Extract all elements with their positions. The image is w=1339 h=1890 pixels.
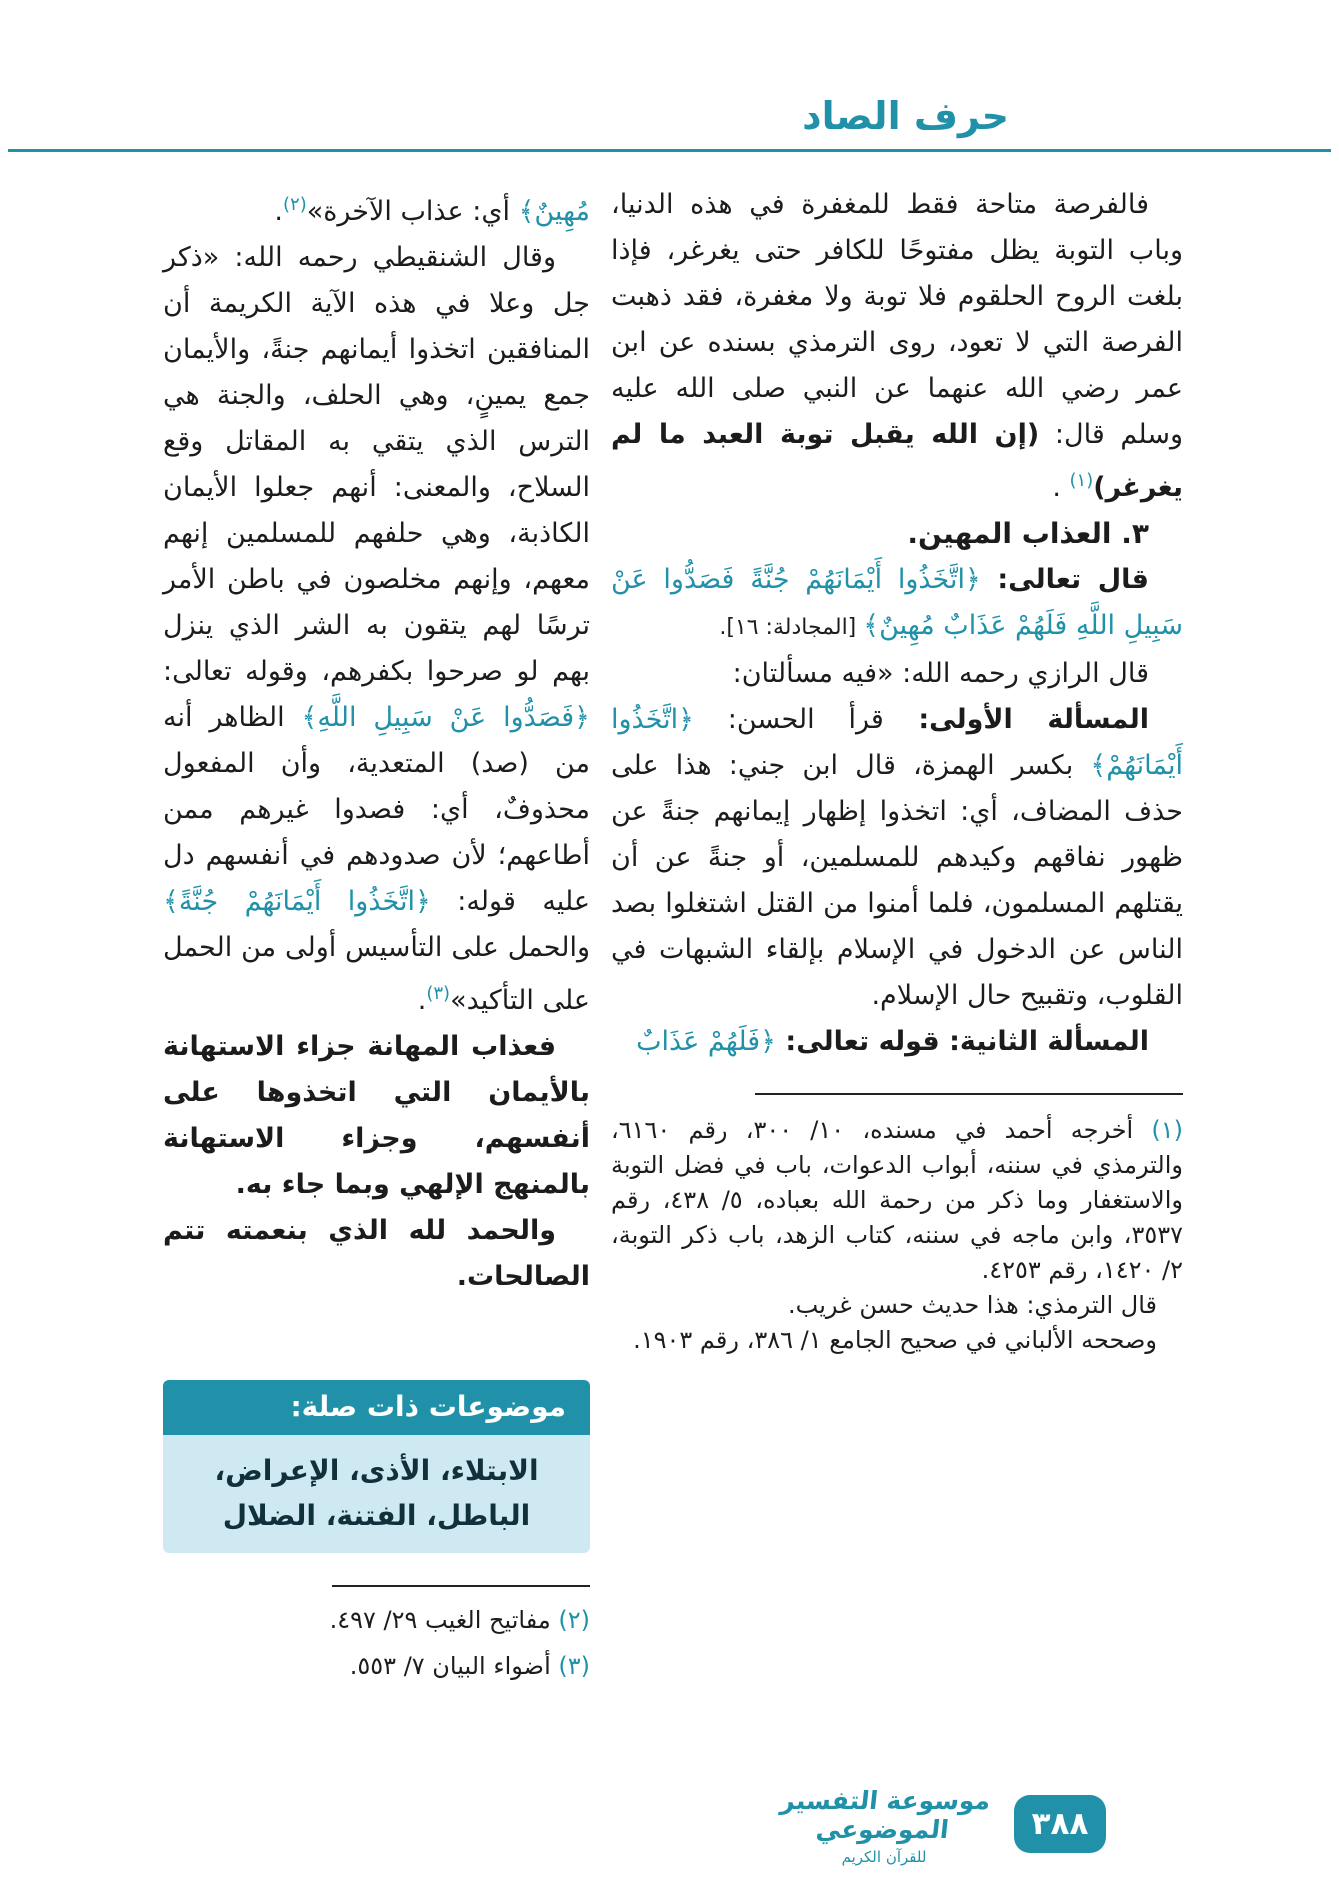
text-segment: الظاهر أنه من (صد) المتعدية، وأن المفعول محذوفٌ، أي: فصدوا غيرهم ممن أطاعهم؛ لأن صدودهم في أنفسهم دل عليه قوله: (163, 702, 590, 917)
text-segment: مُهِينٌ﴾ (518, 196, 590, 227)
header-divider (8, 149, 1331, 152)
right-column (611, 182, 1183, 1358)
text-segment: ﴿فَلَهُمْ عَذَابٌ (636, 1026, 776, 1057)
text-segment: وصححه الألباني في صحيح الجامع ١/ ٣٨٦، رقم ١٩٠٣. (633, 1326, 1157, 1354)
footnote-divider (755, 1093, 1183, 1095)
text-segment: (إن الله يقبل توبة العبد ما لم يغرغر) (611, 419, 1183, 503)
page-content (163, 182, 1183, 1689)
paragraph (611, 697, 1183, 1019)
footnote-divider (332, 1585, 590, 1587)
footnote (163, 1597, 590, 1643)
text-segment: ٣. العذاب المهين. (907, 517, 1149, 550)
left-column (163, 182, 590, 1689)
text-segment: . (417, 985, 427, 1016)
text-segment: (٢) (282, 194, 307, 215)
text-segment: قرأ الحسن: (693, 704, 884, 735)
footnote (611, 1288, 1183, 1323)
text-segment: ﴿اتَّخَذُوا أَيْمَانَهُمْ جُنَّةً فَصَدُّوا عَنْ سَبِيلِ اللَّهِ فَلَهُمْ عَذَابٌ مُهِينٌ﴾ (611, 564, 1183, 641)
text-segment: ﴿اتَّخَذُوا أَيْمَانَهُمْ﴾ (611, 704, 1183, 781)
footnote (611, 1323, 1183, 1358)
related-topics-box (163, 1380, 590, 1553)
text-segment: والحمد لله الذي بنعمته تتم الصالحات. (163, 1215, 590, 1292)
text-segment: (٣) (426, 983, 451, 1004)
quran-verse-paragraph (611, 557, 1183, 651)
paragraph (163, 182, 590, 235)
text-segment: (٢) (550, 1606, 590, 1634)
text-segment: المسألة الثانية: قوله تعالى: (776, 1026, 1149, 1057)
text-segment: (١) (1133, 1116, 1184, 1144)
text-segment: أضواء البيان ٧/ ٥٥٣. (349, 1652, 551, 1680)
paragraph (611, 651, 1183, 697)
text-segment: قال الرازي رحمه الله: «فيه مسألتان: (732, 658, 1149, 689)
text-segment: (١) (1069, 470, 1094, 491)
text-segment: المسألة الأولى: (883, 704, 1149, 735)
paragraph (611, 182, 1183, 511)
text-segment: فالفرصة متاحة فقط للمغفرة في هذه الدنيا، وباب التوبة يظل مفتوحًا للكافر حتى يغرغر، فإذا بلغت الروح الحلقوم فلا توبة ولا مغفرة، فقد ذهبت الفرصة التي لا تعود، روى الترمذي بسنده عن ابن عمر رضي الله عنهما عن النبي صلى الله عليه وسلم قال: (611, 189, 1183, 450)
text-segment: والحمل على التأسيس أولى من الحمل على التأكيد» (163, 932, 590, 1016)
page-number-badge: ٣٨٨ (1014, 1795, 1106, 1853)
footnote (611, 1113, 1183, 1288)
text-segment: أي: عذاب الآخرة» (306, 196, 519, 227)
text-segment: بكسر الهمزة، قال ابن جني: هذا على حذف المضاف، أي: اتخذوا إظهار إيمانهم جنةً عن ظهور نفاقهم وكيدهم للمسلمين، أو جنةً عن أن يقتلهم المسلمون، فلما أمنوا من القتل اشتغلوا بصد الناس عن الدخول في الإسلام بإلقاء الشبهات في القلوب، وتقبيح حال الإسلام. (611, 750, 1183, 1011)
paragraph (163, 1024, 590, 1208)
text-segment: ﴿فَصَدُّوا عَنْ سَبِيلِ اللَّهِ﴾ (301, 702, 590, 733)
text-segment: . (1052, 472, 1070, 503)
chapter-header-title: حرف الصاد (802, 94, 1009, 138)
publisher-logo-text: موسوعة التفسير الموضوعي (779, 1786, 992, 1844)
text-segment: وقال الشنقيطي رحمه الله: «ذكر جل وعلا في هذه الآية الكريمة أن المنافقين اتخذوا أيمانهم جنةً، والأيمان جمع يمينٍ، وهي الحلف، والجنة هي الترس الذي يتقي به المقاتل وقع السلاح، والمعنى: أنهم جعلوا الأيمان الكاذبة، وهي حلفهم للمسلمين إنهم معهم، وإنهم مخلصون في باطن الأمر ترسًا لهم يتقون به الشر الذي ينزل بهم لو صرحوا بكفرهم، وقوله تعالى: (163, 242, 590, 687)
paragraph (611, 1019, 1183, 1065)
text-segment: (٣) (550, 1652, 590, 1680)
paragraph (163, 1208, 590, 1300)
related-topics-title: موضوعات ذات صلة: (163, 1380, 590, 1435)
text-segment: [المجادلة: ١٦]. (719, 615, 864, 640)
section-heading (611, 511, 1183, 557)
publisher-logo (768, 1786, 1000, 1866)
footnote (163, 1643, 590, 1689)
text-segment: ﴿اتَّخَذُوا أَيْمَانَهُمْ جُنَّةً﴾ (163, 886, 431, 917)
text-segment: أخرجه أحمد في مسنده، ١٠/ ٣٠٠، رقم ٦١٦٠، والترمذي في سننه، أبواب الدعوات، باب في فضل التوبة والاستغفار وما ذكر من رحمة الله بعباده، ٥/ ٤٣٨، رقم ٣٥٣٧، وابن ماجه في سننه، كتاب الزهد، باب ذكر التوبة، ٢/ ١٤٢٠، رقم ٤٢٥٣. (611, 1116, 1183, 1284)
text-segment: فعذاب المهانة جزاء الاستهانة بالأيمان التي اتخذوها على أنفسهم، وجزاء الاستهانة بالمنهج الإلهي وبما جاء به. (163, 1031, 590, 1200)
paragraph (163, 235, 590, 1024)
text-segment: قال الترمذي: هذا حديث حسن غريب. (788, 1291, 1157, 1319)
related-topics-list: الابتلاء، الأذى، الإعراض، الباطل، الفتنة، الضلال (163, 1435, 590, 1553)
text-segment: قال تعالى: (980, 564, 1149, 595)
text-segment: . (274, 196, 283, 227)
publisher-logo-subtext: للقرآن الكريم (841, 1848, 927, 1866)
text-segment: مفاتيح الغيب ٢٩/ ٤٩٧. (329, 1606, 551, 1634)
